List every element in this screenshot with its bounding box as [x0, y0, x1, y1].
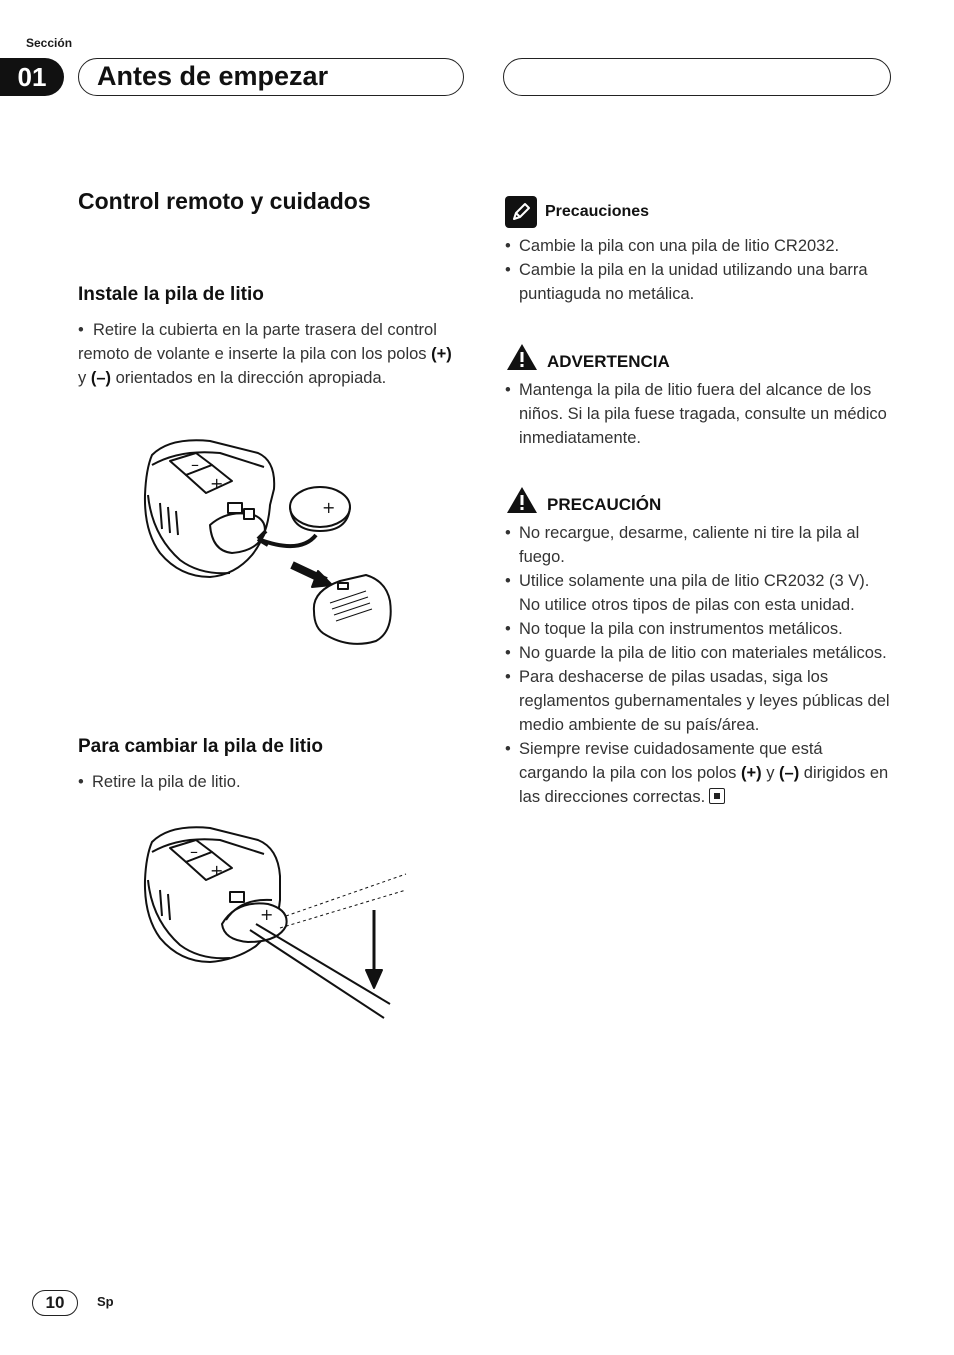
section-label: Sección — [26, 36, 73, 50]
precautions-heading — [505, 196, 895, 228]
and-text: y — [78, 369, 91, 387]
install-text-post: orientados en la dirección apropiada. — [111, 369, 387, 387]
install-heading: Instale la pila de litio — [78, 284, 264, 305]
remote-battery-install-illustration — [140, 435, 400, 650]
end-mark-icon — [709, 788, 725, 804]
list-item: • No toque la pila con instrumentos metálicos. — [505, 617, 895, 641]
caution-heading — [505, 485, 895, 515]
battery-plus-label-2: + — [260, 905, 274, 924]
change-bullet: • Retire la pila de litio. — [78, 770, 458, 794]
caution-list — [505, 521, 895, 809]
remote-battery-remove-illustration — [140, 820, 410, 1025]
list-item: • Cambie la pila en la unidad utilizando una barra puntiaguda no metálica. — [505, 258, 895, 306]
plus-pole: (+) — [431, 345, 452, 363]
plus-pole: (+) — [740, 764, 762, 782]
main-heading: Control remoto y cuidados — [78, 188, 371, 214]
battery-plus-label: + — [322, 498, 336, 517]
page-number: 10 — [32, 1290, 78, 1316]
list-item: • Cambie la pila con una pila de litio CR2032. — [505, 234, 895, 258]
list-item: • Siempre revise cuidadosamente que está cargando la pila con los polos (+) y (–) dirigidos en las direcciones correctas. — [505, 737, 895, 809]
change-heading: Para cambiar la pila de litio — [78, 736, 323, 757]
pencil-icon — [505, 196, 537, 228]
list-item: • Para deshacerse de pilas usadas, siga los reglamentos gubernamentales y leyes públicas del medio ambiente de su país/área. — [505, 665, 895, 737]
install-instructions: • Retire la cubierta en la parte trasera del control remoto de volante e inserte la pila con los polos (+) y (–) orientados en la dirección apropiada. — [78, 321, 452, 387]
list-item: • Mantenga la pila de litio fuera del alcance de los niños. Si la pila fuese tragada, consulte un médico inmediatamente. — [505, 378, 895, 450]
change-instructions — [78, 770, 458, 794]
warning-heading — [505, 342, 895, 372]
section-title: Antes de empezar — [97, 61, 329, 91]
button-plus-label: + — [210, 474, 224, 493]
list-item: • Utilice solamente una pila de litio CR2032 (3 V). No utilice otros tipos de pilas con esta unidad. — [505, 569, 895, 617]
caution-label: PRECAUCIÓN — [547, 495, 662, 514]
caution-triangle-icon — [505, 485, 539, 515]
button-minus-label: – — [191, 455, 199, 474]
button-minus-label-2: – — [190, 842, 198, 861]
button-plus-label-2: + — [210, 861, 224, 880]
minus-pole: (–) — [90, 369, 112, 387]
precautions-list — [505, 234, 895, 306]
precautions-label: Precauciones — [545, 203, 650, 220]
list-item: • No guarde la pila de litio con materiales metálicos. — [505, 641, 895, 665]
warning-list — [505, 378, 895, 450]
list-item: • No recargue, desarme, caliente ni tire la pila al fuego. — [505, 521, 895, 569]
section-title-box — [78, 58, 464, 96]
minus-pole: (–) — [779, 764, 800, 782]
warning-triangle-icon — [505, 342, 539, 372]
warning-label: ADVERTENCIA — [547, 352, 670, 371]
header-empty-box — [503, 58, 891, 96]
install-text-pre: Retire la cubierta en la parte trasera del control remoto de volante e inserte la pila con los polos — [78, 321, 437, 363]
section-number-badge: 01 — [0, 58, 64, 96]
language-code: Sp — [97, 1294, 114, 1309]
